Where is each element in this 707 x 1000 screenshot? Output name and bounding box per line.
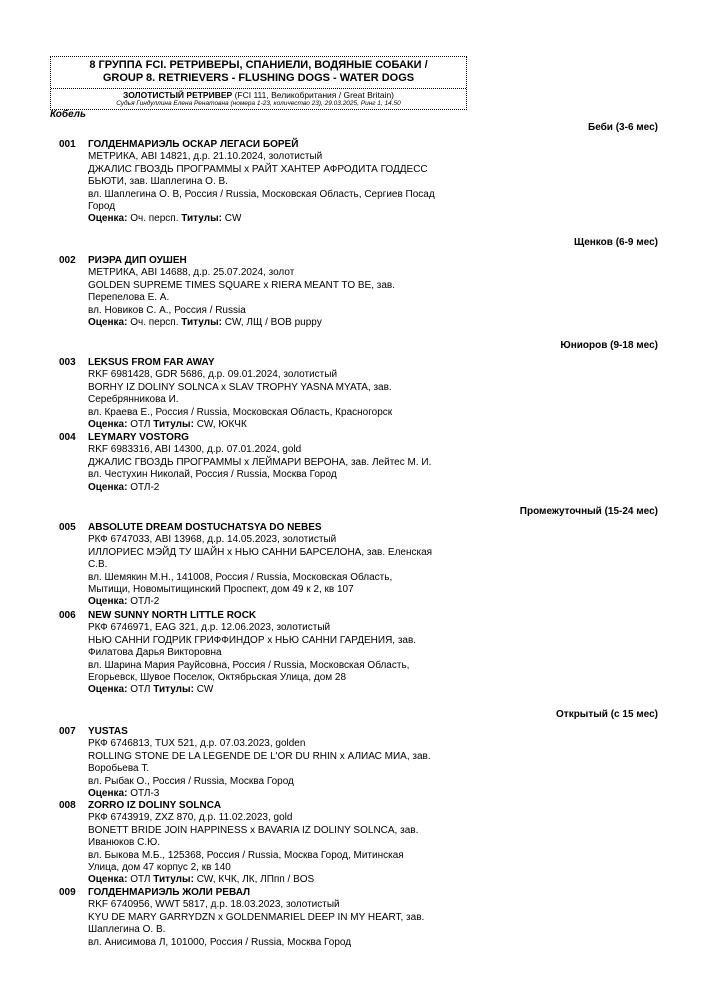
entry-line: БЬЮТИ, зав. Шаплегина О. В. bbox=[88, 176, 228, 188]
judge-line: Судья Гиндуллина Елена Ренатовна (номера 1-23, количество 23), 29.03.2025, Ринг 1, 14.50 bbox=[116, 100, 401, 107]
entry-number: 008 bbox=[59, 800, 76, 811]
grade-label: Оценка: bbox=[88, 788, 128, 800]
class-heading-intermediate: Промежуточный (15-24 мес) bbox=[519, 506, 658, 517]
entry-line: вл. Шарина Мария Рауйсовна, Россия / Russia, Московская Область, bbox=[88, 659, 410, 671]
grade-line bbox=[88, 213, 469, 225]
titles-label: Титулы: bbox=[181, 213, 222, 225]
grade-value: ОТЛ bbox=[127, 419, 154, 431]
entry-line: вл. Новиков С. А., Россия / Russia bbox=[88, 304, 246, 316]
entry-line: РКФ 6747033, ABI 13968, д.р. 14.05.2023, золотистый bbox=[88, 534, 337, 546]
dog-name: ZORRO IZ DOLINY SOLNCA bbox=[88, 800, 222, 811]
dog-entry bbox=[59, 357, 469, 431]
entry-line: Шаплегина О. В. bbox=[88, 924, 166, 936]
entry-body bbox=[88, 726, 469, 800]
entry-number: 004 bbox=[59, 432, 76, 443]
entry-line: BORHY IZ DOLINY SOLNCA x SLAV TROPHY YASNA MYATA, зав. bbox=[88, 381, 392, 393]
grade-label: Оценка: bbox=[88, 684, 128, 696]
grade-label: Оценка: bbox=[88, 419, 128, 431]
class-heading-junior: Юниоров (9-18 мес) bbox=[560, 340, 658, 351]
entry-line: Филатова Дарья Викторовна bbox=[88, 647, 222, 659]
entry-line: С.В. bbox=[88, 559, 108, 571]
entry-body bbox=[88, 800, 469, 887]
entry-line: KYU DE MARY GARRYDZN x GOLDENMARIEL DEEP IN MY HEART, зав. bbox=[88, 911, 425, 923]
grade-value: ОТЛ bbox=[127, 684, 154, 696]
entry-line: РКФ 6746971, EAG 321, д.р. 12.06.2023, золотистый bbox=[88, 622, 331, 634]
entry-number: 007 bbox=[59, 726, 76, 737]
entry-body bbox=[88, 887, 469, 949]
entry-number: 009 bbox=[59, 887, 76, 898]
dog-name: LEKSUS FROM FAR AWAY bbox=[88, 357, 215, 368]
entry-line: RKF 6981428, GDR 5686, д.р. 09.01.2024, золотистый bbox=[88, 369, 338, 381]
grade-label: Оценка: bbox=[88, 481, 128, 493]
entry-line: ROLLING STONE DE LA LEGENDE DE L'OR DU RHIN x АЛИАС МИА, зав. bbox=[88, 750, 431, 762]
grade-value: Оч. персп. bbox=[127, 213, 182, 225]
dog-name: РИЭРА ДИП ОУШЕН bbox=[88, 255, 187, 266]
entry-body bbox=[88, 139, 469, 226]
grade-label: Оценка: bbox=[88, 874, 128, 886]
grade-label: Оценка: bbox=[88, 317, 128, 329]
entry-line: Воробьева Т. bbox=[88, 763, 150, 775]
titles-value: CW, ЮКЧК bbox=[193, 419, 247, 431]
breed-fci: (FCI 111, Великобритания / Great Britain) bbox=[232, 90, 394, 100]
dog-name: YUSTAS bbox=[88, 726, 128, 737]
entry-line: МЕТРИКА, ABI 14821, д.р. 21.10.2024, золотистый bbox=[88, 151, 323, 163]
grade-line bbox=[88, 317, 469, 329]
entry-line: GOLDEN SUPREME TIMES SQUARE x RIERA MEANT TO BE, зав. bbox=[88, 279, 396, 291]
titles-label: Титулы: bbox=[153, 419, 194, 431]
entry-line: ИЛЛОРИЕС МЭЙД ТУ ШАЙН x НЬЮ САННИ БАРСЕЛОНА, зав. Еленская bbox=[88, 546, 433, 558]
dog-entry bbox=[59, 726, 469, 800]
entry-line: RKF 6740956, WWT 5817, д.р. 18.03.2023, золотистый bbox=[88, 899, 340, 911]
entry-number: 006 bbox=[59, 610, 76, 621]
dog-entry bbox=[59, 432, 469, 494]
breed-line bbox=[51, 90, 466, 100]
grade-line bbox=[88, 788, 469, 800]
titles-label: Титулы: bbox=[181, 317, 222, 329]
titles-label: Титулы: bbox=[153, 874, 194, 886]
entry-line: вл. Честухин Николай, Россия / Russia, Москва Город bbox=[88, 469, 337, 481]
dog-entry bbox=[59, 522, 469, 609]
grade-line bbox=[88, 419, 469, 431]
sex-heading: Кобель bbox=[50, 109, 86, 120]
entry-line: Перепелова Е. А. bbox=[88, 292, 170, 304]
grade-line bbox=[88, 874, 469, 886]
grade-value: Оч. персп. bbox=[127, 317, 182, 329]
entry-line: РКФ 6746813, TUX 521, д.р. 07.03.2023, golden bbox=[88, 738, 306, 750]
dog-entry bbox=[59, 800, 469, 887]
entry-line: Мытищи, Новомытищинский Проспект, дом 49 к 2, кв 107 bbox=[88, 584, 354, 596]
titles-value: CW bbox=[221, 213, 242, 225]
dog-name: ABSOLUTE DREAM DOSTUCHATSYA DO NEBES bbox=[88, 522, 322, 533]
dog-entry bbox=[59, 255, 469, 329]
grade-value: ОТЛ-2 bbox=[127, 596, 160, 608]
entry-number: 001 bbox=[59, 139, 76, 150]
entry-body bbox=[88, 357, 469, 431]
entry-line: ДЖАЛИС ГВОЗДЬ ПРОГРАММЫ x ЛЕЙМАРИ ВЕРОНА, зав. Лейтес М. И. bbox=[88, 456, 432, 468]
entry-body bbox=[88, 432, 469, 494]
entry-line: РКФ 6743919, ZXZ 870, д.р. 11.02.2023, gold bbox=[88, 812, 293, 824]
class-heading-puppy: Щенков (6-9 мес) bbox=[574, 237, 658, 248]
grade-label: Оценка: bbox=[88, 213, 128, 225]
entry-line: вл. Краева Е., Россия / Russia, Московская Область, Красногорск bbox=[88, 406, 393, 418]
dog-entry bbox=[59, 610, 469, 697]
entry-body bbox=[88, 255, 469, 329]
titles-value: CW bbox=[193, 684, 214, 696]
titles-value: CW, ЛЩ / BOB puppy bbox=[221, 317, 322, 329]
breed-info bbox=[51, 89, 466, 109]
entry-line: Улица, дом 47 корпус 2, кв 140 bbox=[88, 862, 231, 874]
group-title-en: GROUP 8. RETRIEVERS - FLUSHING DOGS - WATER DOGS bbox=[102, 72, 415, 84]
group-title bbox=[51, 57, 466, 89]
entry-line: Иванюков С.Ю. bbox=[88, 837, 160, 849]
dog-name: ГОЛДЕНМАРИЭЛЬ ЖОЛИ РЕВАЛ bbox=[88, 887, 251, 898]
dog-entry bbox=[59, 887, 469, 949]
grade-line bbox=[88, 596, 469, 608]
dog-entry bbox=[59, 139, 469, 226]
entry-line: RKF 6983316, ABI 14300, д.р. 07.01.2024, gold bbox=[88, 444, 302, 456]
entry-line: Егорьевск, Шувое Поселок, Октябрьская Улица, дом 28 bbox=[88, 672, 347, 684]
grade-line bbox=[88, 482, 469, 494]
grade-line bbox=[88, 684, 469, 696]
grade-value: ОТЛ bbox=[127, 874, 154, 886]
grade-label: Оценка: bbox=[88, 596, 128, 608]
entry-line: вл. Шемякин М.Н., 141008, Россия / Russia, Московская Область, bbox=[88, 571, 393, 583]
entry-body bbox=[88, 610, 469, 697]
entry-line: вл. Шаплегина О. В, Россия / Russia, Московская Область, Сергиев Посад bbox=[88, 188, 435, 200]
class-heading-open: Открытый (с 15 мес) bbox=[556, 709, 658, 720]
titles-value: CW, КЧК, ЛК, ЛПпп / BOS bbox=[193, 874, 315, 886]
entry-body bbox=[88, 522, 469, 609]
entry-line: вл. Рыбак О., Россия / Russia, Москва Город bbox=[88, 775, 294, 787]
grade-value: ОТЛ-2 bbox=[127, 481, 160, 493]
dog-name: ГОЛДЕНМАРИЭЛЬ ОСКАР ЛЕГАСИ БОРЕЙ bbox=[88, 139, 299, 150]
class-heading-baby: Беби (3-6 мес) bbox=[588, 122, 658, 133]
grade-value: ОТЛ-3 bbox=[127, 788, 160, 800]
entry-number: 003 bbox=[59, 357, 76, 368]
entry-line: Серебрянникова И. bbox=[88, 394, 179, 406]
entry-line: МЕТРИКА, ABI 14688, д.р. 25.07.2024, золот bbox=[88, 267, 295, 279]
entry-line: Город bbox=[88, 201, 116, 213]
dog-name: NEW SUNNY NORTH LITTLE ROCK bbox=[88, 610, 257, 621]
entry-number: 005 bbox=[59, 522, 76, 533]
entry-line: вл. Быкова М.Б., 125368, Россия / Russia, Москва Город, Митинская bbox=[88, 849, 404, 861]
entry-line: вл. Анисимова Л, 101000, Россия / Russia, Москва Город bbox=[88, 936, 352, 948]
entry-line: BONETT BRIDE JOIN HAPPINESS x BAVARIA IZ DOLINY SOLNCA, зав. bbox=[88, 824, 419, 836]
titles-label: Титулы: bbox=[153, 684, 194, 696]
dog-name: LEYMARY VOSTORG bbox=[88, 432, 189, 443]
breed-name: ЗОЛОТИСТЫЙ РЕТРИВЕР bbox=[123, 90, 233, 100]
catalog-header bbox=[50, 56, 467, 110]
entry-line: ДЖАЛИС ГВОЗДЬ ПРОГРАММЫ x РАЙТ ХАНТЕР АФРОДИТА ГОДДЕСС bbox=[88, 163, 428, 175]
group-title-ru: 8 ГРУППА FCI. РЕТРИВЕРЫ, СПАНИЕЛИ, ВОДЯНЫЕ СОБАКИ / bbox=[89, 59, 428, 71]
entry-line: НЬЮ САННИ ГОДРИК ГРИФФИНДОР x НЬЮ САННИ ГАРДЕНИЯ, зав. bbox=[88, 634, 417, 646]
entry-number: 002 bbox=[59, 255, 76, 266]
